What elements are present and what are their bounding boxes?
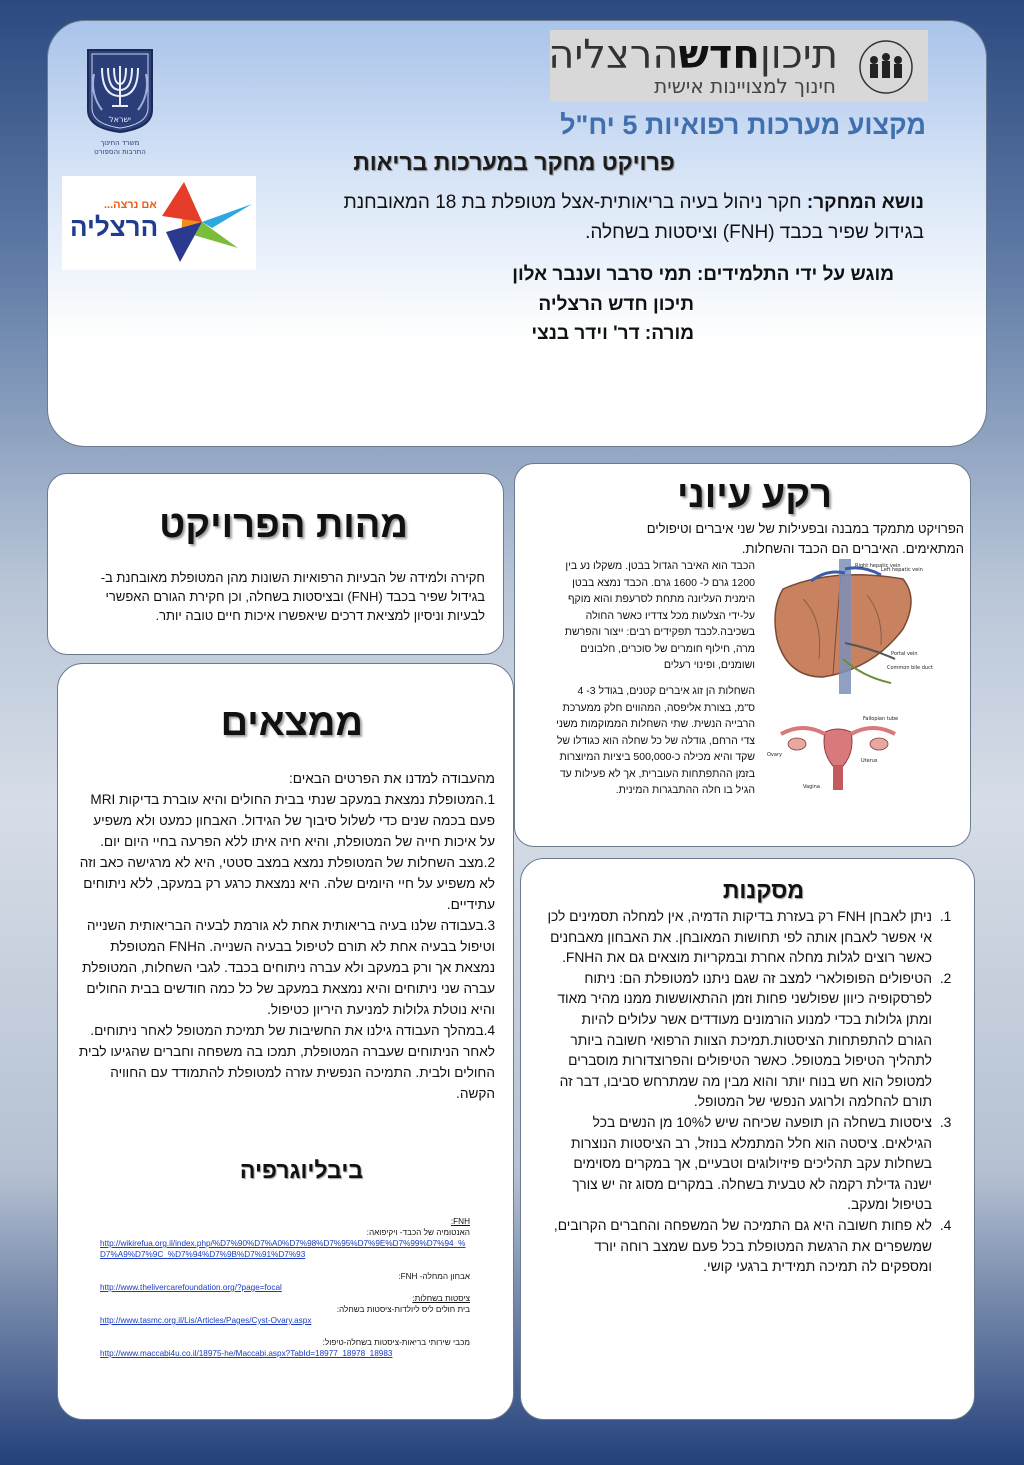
diagram-label: Portal vein [891, 651, 918, 657]
bibliography-entry-title: האנטומיה של הכבד- ויקיפואה: [366, 1228, 470, 1237]
research-topic [324, 188, 924, 248]
diagram-label: Right hepatic vein [855, 563, 901, 569]
section-title: מהות הפרויקט [159, 504, 408, 546]
section-title: ממצאים [220, 702, 363, 744]
findings-line: 4.במהלך העבודה גילנו את החשיבות של תמיכת המטופל לאחר ניתוחים. לאחר הניתוחים שעברה המטופלת, תמכו בה משפחה וחברים שהגיעו לבית החולים ולבית. התמיכה הנפשית עזרה למטופלת להתמודד עם החוויה הקשה. [78, 1023, 495, 1101]
school-logo-name: תיכוןחדשהרצליה [548, 32, 838, 78]
findings-line: 1.המטופלת נמצאת במעקב שנתי בבית החולים והיא עוברת בדיקות MRI פעם בכמה שנים כדי לשלול סיבוך של הגידול. האבחון כמעט ולא משפיע על איכות חייה של המטופלת, והיא חיה איתו ללא הפרעה בחיי היום יום. [90, 792, 495, 849]
conclusions-list [546, 907, 956, 1278]
city-logo-name: הרצליה [70, 212, 159, 242]
school-name: תיכון חדש הרצליה [538, 294, 694, 315]
school-logo [550, 30, 928, 102]
diagram-label: Common bile duct [887, 665, 933, 671]
section-title: מסקנות [722, 877, 804, 903]
svg-text:ישראל: ישראל [109, 115, 131, 124]
menorah-emblem-icon [80, 44, 160, 134]
bibliography-list [100, 1216, 470, 1359]
background-intro: הפרויקט מתמקד במבנה ובפעילות של שני איברים וטיפולים המתאימים. האיברים הם הכבד והשחלות. [646, 521, 964, 556]
findings-line: 3.בעבודה שלנו בעיה בריאותית אחת לא גורמת לבעיה הבריאותית השנייה וטיפול בבעיה אחת לא תורם לטיפול בבעיה השנייה. הFNH המטופלת נמצאת אך ורק במעקב ולא עברה ניתוחים בכבד. לגבי השחלות, המטופלת עברה שני ניתוחים והיא נמצאת במעקב של כל כמה חודשים בבית החולים והיא נוטלת גלולות למניעת היריון כטיפול. [82, 918, 495, 1017]
conclusions-section [520, 858, 975, 1420]
city-logo-tagline: אם נרצה... [104, 199, 157, 211]
research-topic-text: חקר ניהול בעיה בריאותית-אצל מטופלת בת 18 המאובחנת בגידול שפיר בכבד (FNH) וציסטות בשחלה. [343, 192, 924, 243]
emblem-caption-line: משרד החינוך [100, 139, 140, 147]
bibliography-link[interactable]: http://www.maccabi4u.co.il/18975-he/Maccabi.aspx?TabId=18977_18978_18983 [100, 1349, 393, 1358]
findings-text [75, 768, 495, 1104]
liver-diagram [763, 559, 933, 694]
bibliography-title: ביבליוגרפיה [239, 1157, 363, 1183]
conclusion-item: 1. ניתן לאבחן FNH רק בעזרת בדיקות הדמיה, אין למחלה תסמינים לכן אי אפשר לאבחן אותה לפי תחושות המאובחן. את האבחון מאבחנים כאשר רוצים לגלות מחלה אחרת ובמקריות מוצאים גם את הFNH. [546, 907, 936, 969]
presenters: מוגש על ידי התלמידים: תמי סרבר וענבר אלון [512, 264, 894, 285]
ovary-description: השחלות הן זוג איברים קטנים, בגודל 3- 4 ס"מ, בצורת אליפסה, המהווים חלק ממערכת הרבייה הנשית. שתי השחלות הממוקמות משני צדי הרחם, גודלה של כל שחלה הוא כגודלו של שקד והיא מכילה כ-500,000 ביציות המיוצרות בזמן ההתפתחות העוברית, אך לא פעילות עד הגיל בו חלה ההתבגרות המינית. [556, 685, 755, 796]
background-section [514, 463, 971, 847]
diagram-label: Ovary [767, 752, 782, 758]
bibliography-entry-title: אבחון המחלה- FNH: [398, 1272, 470, 1281]
conclusion-item: 2. הטיפולים הפופולארי למצב זה שגם ניתנו למטופלת הם: ניתוח לפרסקופיה כיוון שפולשני פחות וזמן ההתאוששות ממנו מהיר מאוד ומתן גלולות בכדי למנוע הורמונים מעודדים אשר עלולים להיות הגורם להתפתחות הציסטות.תמיכת הצוות הרפואי חשובה ביותר לתהליך הטיפול במטופל. כאשר הטיפולים והפרוצדורות מוסברים למטופל הוא חש בנוח יותר והוא מבין מה שמתרחש סביבו, דבר זה תורם להחלמה ולרוגע הנפשי של המטופל. [546, 969, 936, 1113]
findings-line: מהעבודה למדנו את הפרטים הבאים: [289, 771, 495, 786]
diagram-label: Left hepatic vein [881, 567, 923, 573]
diagram-label: Fallopian tube [863, 716, 899, 722]
bibliography-entry-title: מכבי שירותי בריאות-ציסטות בשחלה-טיפול: [322, 1338, 470, 1347]
diagram-label: Vagina [803, 784, 820, 790]
state-emblem [80, 44, 160, 156]
teacher-name: מורה: דר' וידר בנצי [531, 323, 694, 344]
conclusion-item: 3. ציסטות בשחלה הן תופעה שכיחה שיש ל10% מן הנשים בכל הגילאים. ציסטה הוא חלל המתמלא בנוזל, רב הציסטות הנוצרות בשחלות עקב תהליכים פיזיולוגים וטבעיים, אך במקרים מסוימים ישנה גדילת רקמה לא טבעית בשחלה. במקרים מסוג זה יש צורך בטיפול ומעקב. [546, 1113, 936, 1216]
students-badge-icon [854, 38, 918, 96]
findings-line: 2.מצב השחלות של המטופלת נמצא במצב סטטי, היא לא מרגישה כאב וזה לא משפיע על חיי היומים שלה. היא נמצאת כרגע רק במעקב, ללא ניתוחים עתידיים. [79, 855, 495, 912]
bibliography-link[interactable]: http://wikirefua.org.il/index.php/%D7%90%D7%A0%D7%98%D7%95%D7%9E%D7%99%D7%94_%D7%A9%D7%9C_%D7%94%D7%9B%D7%91%D7%93 [100, 1239, 466, 1259]
school-logo-slogan: חינוך למצויינות אישית [654, 74, 836, 98]
liver-description: הכבד הוא האיבר הגדול בבטן. משקלו נע בין 1200 גרם ל- 1600 גרם. הכבד נמצא בבטן הימנית העליונה מתחת לסרעפת והוא מוקף על-ידי הצלעות מכל צדדיו כאשר החולה בשכיבה.לכבד תפקידים רבים: ייצור והפרשת מרה, חילוף חומרים של סוכרים, חלבונים ושומנים, ופינוי רעלים [564, 560, 755, 671]
bibliography-entry-title: בית חולים ליס ליולדות-ציסטות בשחלה: [336, 1305, 470, 1314]
profession-title: מקצוע מערכות רפואיות 5 יח"ל [560, 110, 926, 140]
bibliography-link[interactable]: http://www.thelivercarefoundation.org/?page=focal [100, 1283, 282, 1292]
project-type-title: פרויקט מחקר במערכות בריאות [353, 149, 675, 175]
emblem-caption-line: התרבות והספורט [94, 148, 146, 156]
bibliography-link[interactable]: http://www.tasmc.org.il/Lis/Articles/Pages/Cyst-Ovary.aspx [100, 1316, 312, 1325]
ovary-diagram [763, 712, 913, 797]
city-logo [62, 176, 256, 270]
conclusion-item: 4. לא פחות חשובה היא גם התמיכה של המשפחה והחברים הקרובים, שמשפרים את הרגשת המטופלת בכל פעם שמצב רוחה יורד ומספקים לה תמיכה תמידית ברגעי קושי. [546, 1216, 936, 1278]
research-topic-label: נושא המחקר: [806, 192, 924, 213]
diagram-label: Uterus [861, 758, 878, 764]
bibliography-heading: FNH: [450, 1217, 470, 1226]
section-title: רקע עיוני [676, 474, 832, 516]
project-nature-section [47, 473, 504, 655]
project-nature-text: חקירה ולמידה של הבעיות הרפואיות השונות מהן המטופלת מאובחנת ב- בגידול שפיר בכבד (FNH) ובציסטות בשחלה, וכן חקירת הגורם האפשרי לבעיות וניסיון למציאת דרכים שיאפשרו איכות חיים טובה יותר. [100, 570, 485, 623]
bibliography-heading: ציסטות בשחלות: [412, 1294, 470, 1303]
